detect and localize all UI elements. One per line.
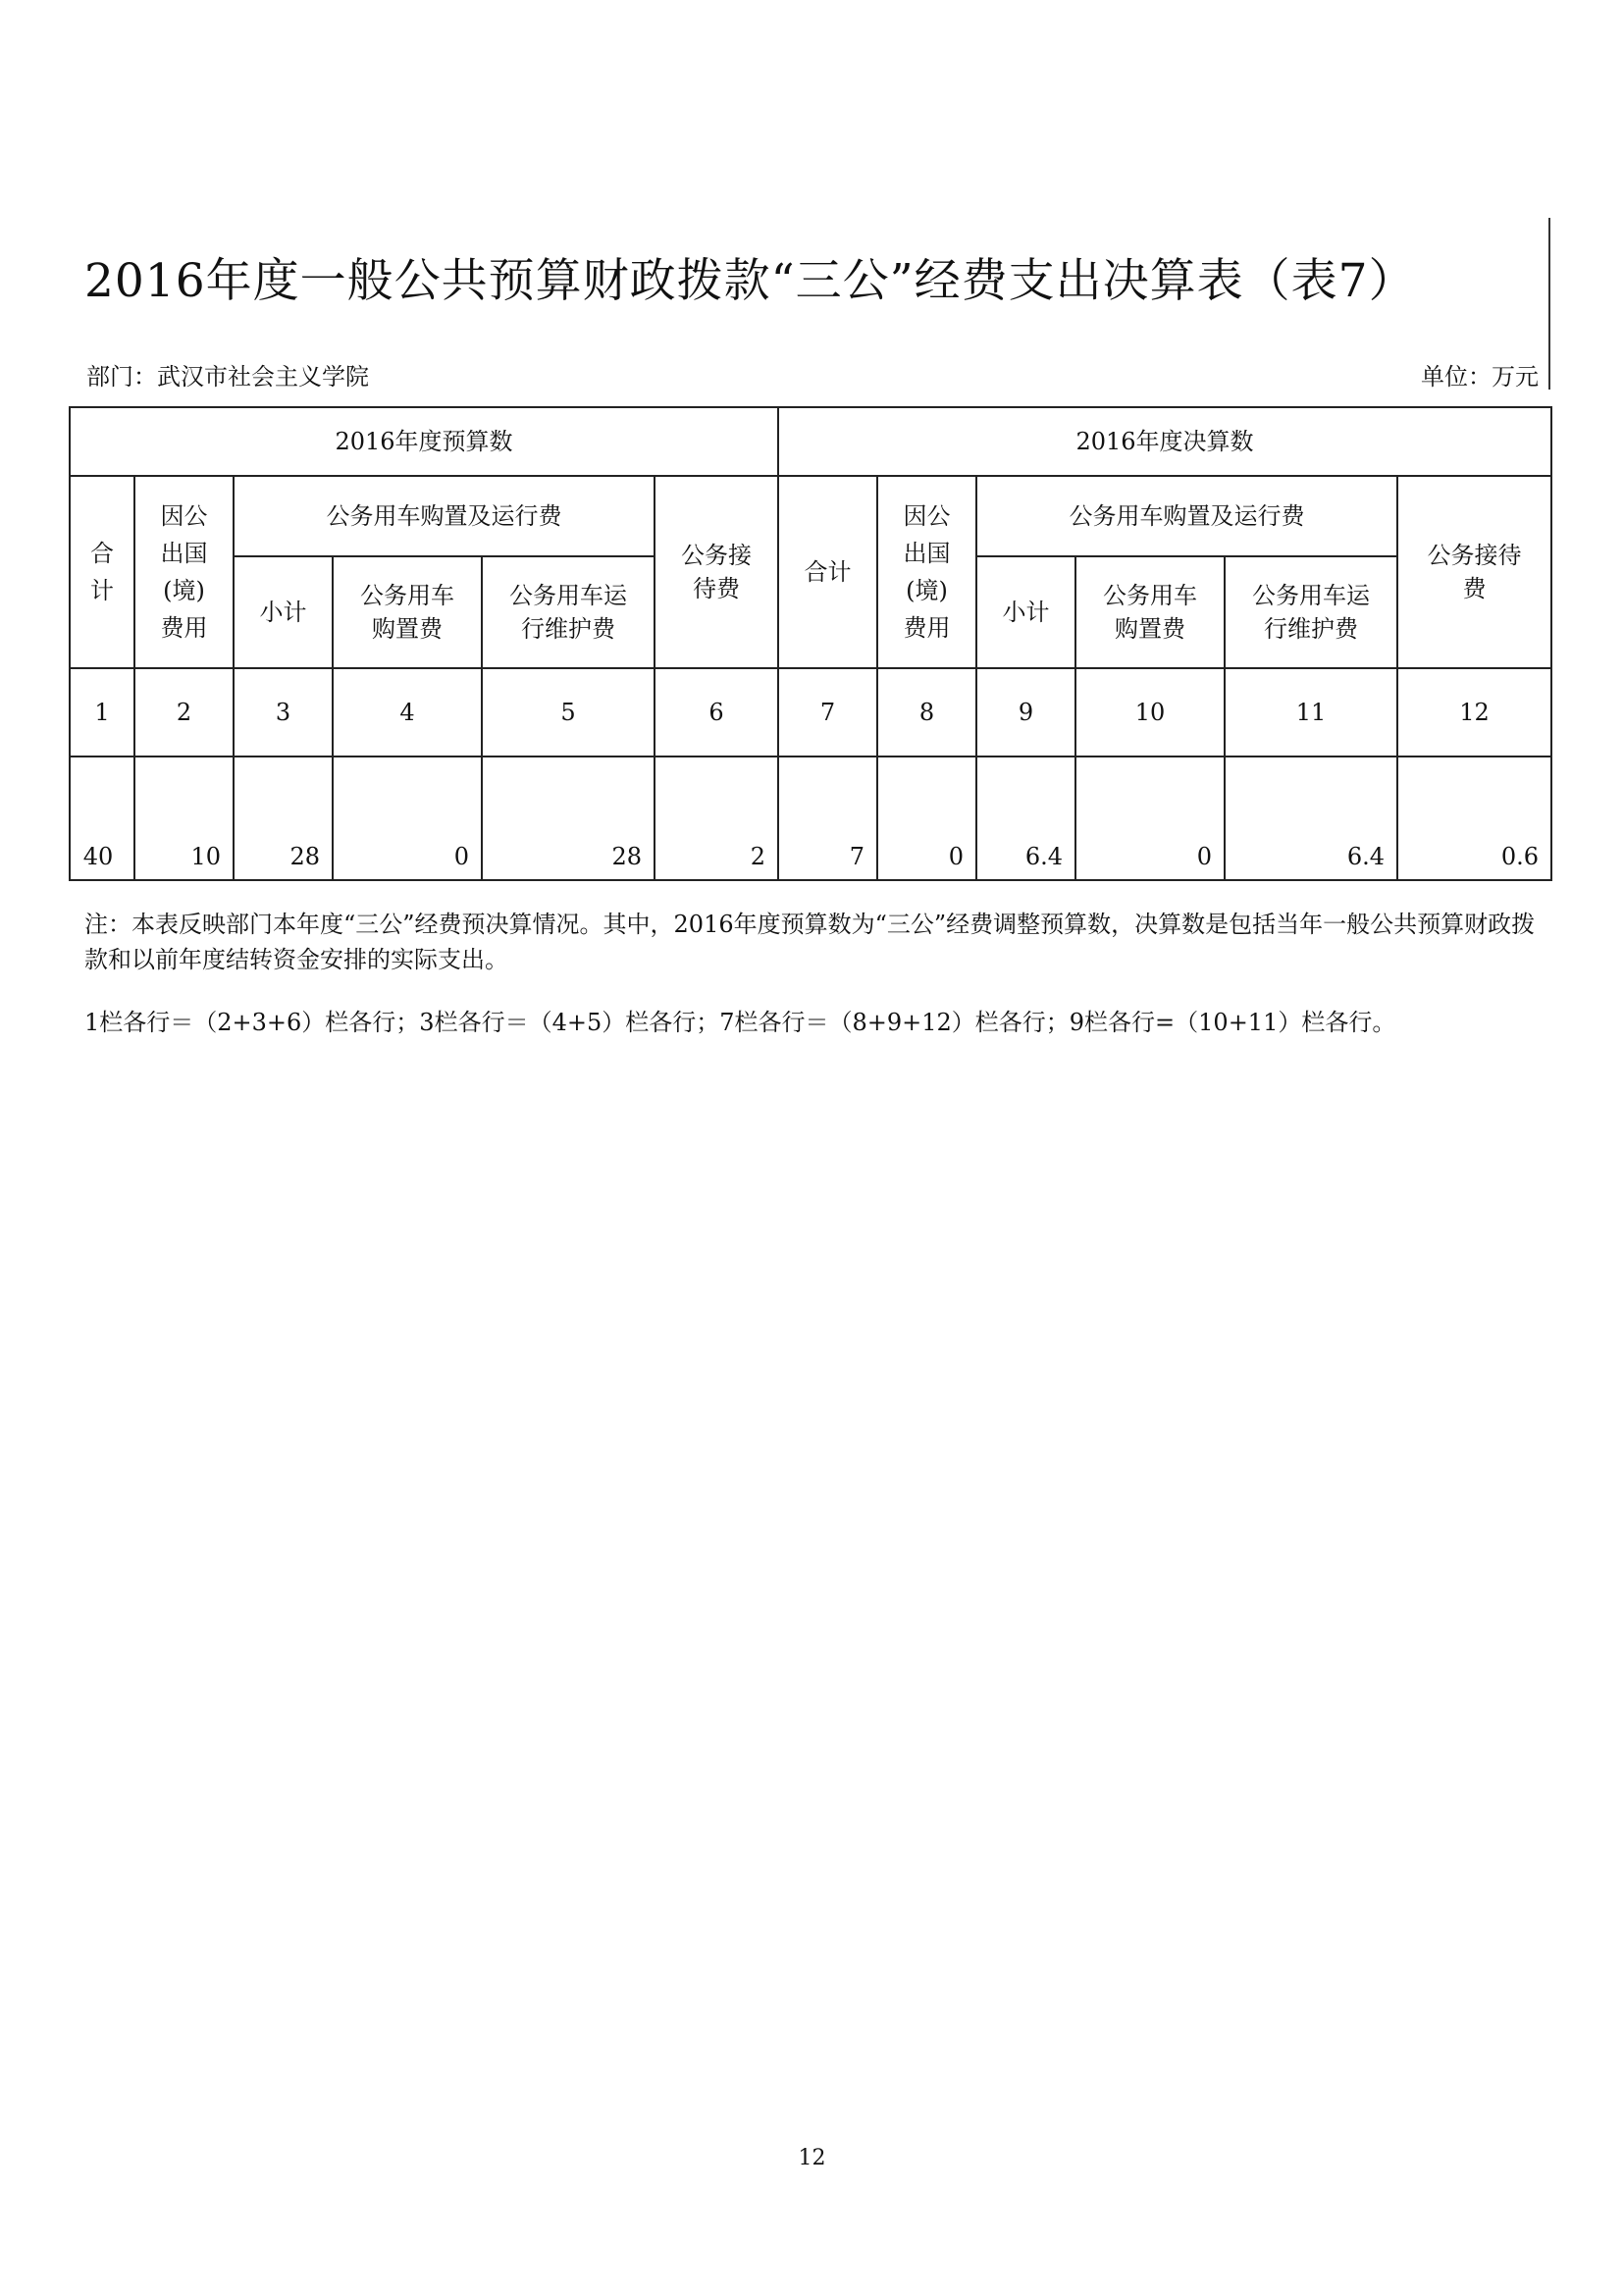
value-cell: 10 (134, 757, 234, 880)
column-number: 1 (70, 668, 134, 757)
value-cell: 0.6 (1397, 757, 1551, 880)
page-number: 12 (798, 2146, 826, 2170)
final-group-header: 2016年度决算数 (778, 407, 1551, 476)
vehicle-budget-group-header: 公务用车购置及运行费 (234, 476, 655, 556)
abroad-final-header: 因公出国(境)费用 (877, 476, 976, 668)
value-cell: 6.4 (1225, 757, 1397, 880)
total-budget-header: 合计 (70, 476, 134, 668)
column-number: 10 (1075, 668, 1225, 757)
value-cell: 40 (70, 757, 134, 880)
vehicle-purchase-budget-header: 公务用车购置费 (333, 556, 482, 668)
value-cell: 7 (778, 757, 877, 880)
table-note: 注：本表反映部门本年度“三公”经费预决算情况。其中，2016年度预算数为“三公”经费调整预算数，决算数是包括当年一般公共预算财政拨款和以前年度结转资金安排的实际支出。 (84, 911, 1536, 973)
column-number: 5 (482, 668, 655, 757)
department-label: 部门：武汉市社会主义学院 (86, 363, 369, 391)
value-cell: 0 (877, 757, 976, 880)
vehicle-final-group-header: 公务用车购置及运行费 (976, 476, 1397, 556)
formula-note: 1栏各行＝（2+3+6）栏各行；3栏各行＝（4+5）栏各行；7栏各行＝（8+9+12）栏各行；9栏各行=（10+11）栏各行。 (84, 1009, 1396, 1036)
column-number: 11 (1225, 668, 1397, 757)
column-header-row (70, 476, 1551, 556)
value-cell: 28 (234, 757, 333, 880)
value-row (70, 757, 1551, 880)
budget-group-header: 2016年度预算数 (70, 407, 778, 476)
value-cell: 0 (1075, 757, 1225, 880)
column-number: 3 (234, 668, 333, 757)
subtotal-budget-header: 小计 (234, 556, 333, 668)
column-number: 2 (134, 668, 234, 757)
value-cell: 6.4 (976, 757, 1075, 880)
abroad-budget-header: 因公出国(境)费用 (134, 476, 234, 668)
group-header-row (70, 407, 1551, 476)
column-number: 4 (333, 668, 482, 757)
column-number: 6 (655, 668, 778, 757)
vehicle-operation-budget-header: 公务用车运行维护费 (482, 556, 655, 668)
column-number: 12 (1397, 668, 1551, 757)
vehicle-operation-final-header: 公务用车运行维护费 (1225, 556, 1397, 668)
value-cell: 28 (482, 757, 655, 880)
page-title: 2016年度一般公共预算财政拨款“三公”经费支出决算表（表7） (84, 254, 1416, 308)
column-number: 7 (778, 668, 877, 757)
value-cell: 0 (333, 757, 482, 880)
subtotal-final-header: 小计 (976, 556, 1075, 668)
value-cell: 2 (655, 757, 778, 880)
reception-budget-header: 公务接待费 (655, 476, 778, 668)
column-number: 9 (976, 668, 1075, 757)
vehicle-purchase-final-header: 公务用车购置费 (1075, 556, 1225, 668)
total-final-header: 合计 (778, 476, 877, 668)
three-public-expenses-table (69, 406, 1552, 881)
column-number: 8 (877, 668, 976, 757)
column-number-row (70, 668, 1551, 757)
unit-label: 单位：万元 (1421, 363, 1539, 391)
reception-final-header: 公务接待费 (1397, 476, 1551, 668)
